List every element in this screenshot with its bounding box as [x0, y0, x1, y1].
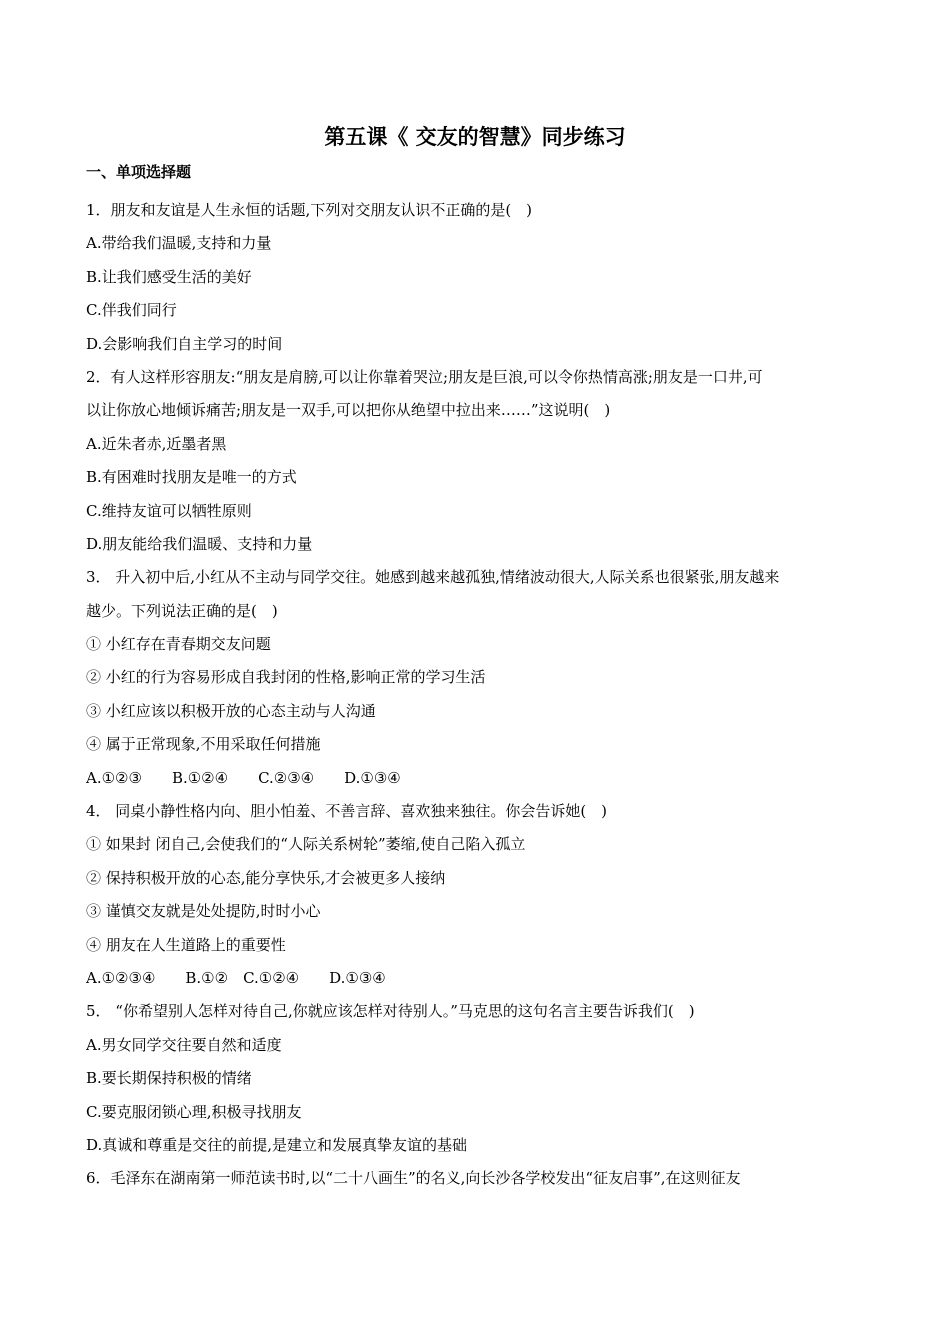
text-line: A.近朱者赤,近墨者黑	[86, 434, 227, 453]
text-line: A.①②③④ B.①② C.①②④ D.①③④	[86, 968, 386, 987]
text-line: A.男女同学交往要自然和适度	[86, 1035, 282, 1054]
text-line: 越少。下列说法正确的是( )	[86, 601, 278, 620]
text-line: A.带给我们温暖,支持和力量	[86, 234, 272, 253]
text-line: 1．朋友和友谊是人生永恒的话题,下列对交朋友认识不正确的是( )	[86, 201, 533, 219]
text-line: B.有困难时找朋友是唯一的方式	[86, 468, 297, 487]
section-heading: 一、单项选择题	[86, 163, 192, 181]
text-line: D.真诚和尊重是交往的前提,是建立和发展真挚友谊的基础	[86, 1135, 468, 1154]
text-line: ③ 谨慎交友就是处处提防,时时小心	[86, 902, 321, 921]
text-line: 5． “你希望别人怎样对待自己,你就应该怎样对待别人。”马克思的这句名言主要告诉我们( )	[86, 1002, 695, 1021]
text-line: C.要克服闭锁心理,积极寻找朋友	[86, 1102, 302, 1121]
text-line: A.①②③ B.①②④ C.②③④ D.①③④	[86, 768, 401, 787]
text-line: ④ 属于正常现象,不用采取任何措施	[86, 735, 321, 754]
text-line: ② 保持积极开放的心态,能分享快乐,才会被更多人接纳	[86, 868, 446, 887]
page-title: 第五课《 交友的智慧》同步练习	[324, 124, 626, 149]
text-line: ① 小红存在青春期交友问题	[86, 635, 271, 654]
text-line: ③ 小红应该以积极开放的心态主动与人沟通	[86, 701, 376, 720]
text-line: 以让你放心地倾诉痛苦;朋友是一双手,可以把你从绝望中拉出来……”这说明( )	[86, 401, 611, 420]
text-line: C.维持友谊可以牺牲原则	[86, 501, 252, 520]
question-body	[86, 194, 876, 1196]
text-line: 4． 同桌小静性格内向、胆小怕羞、不善言辞、喜欢独来独往。你会告诉她( )	[86, 802, 608, 821]
text-line: B.让我们感受生活的美好	[86, 267, 252, 286]
text-line: B.要长期保持积极的情绪	[86, 1069, 252, 1088]
text-line: ④ 朋友在人生道路上的重要性	[86, 935, 286, 954]
text-line: C.伴我们同行	[86, 301, 177, 320]
text-line: ① 如果封 闭自己,会使我们的“人际关系树轮”萎缩,使自己陷入孤立	[86, 835, 526, 854]
text-line: 3． 升入初中后,小红从不主动与同学交往。她感到越来越孤独,情绪波动很大,人际关系也很紧张,朋友越来	[86, 568, 780, 587]
text-line: D.会影响我们自主学习的时间	[86, 334, 283, 353]
text-line: 2．有人这样形容朋友:“朋友是肩膀,可以让你靠着哭泣;朋友是巨浪,可以令你热情高涨;朋友是一口井,可	[86, 367, 763, 386]
text-line: ② 小红的行为容易形成自我封闭的性格,影响正常的学习生活	[86, 668, 486, 687]
text-line: 6．毛泽东在湖南第一师范读书时,以“二十八画生”的名义,向长沙各学校发出“征友启事”,在这则征友	[86, 1169, 741, 1188]
text-line: D.朋友能给我们温暖、支持和力量	[86, 534, 313, 553]
